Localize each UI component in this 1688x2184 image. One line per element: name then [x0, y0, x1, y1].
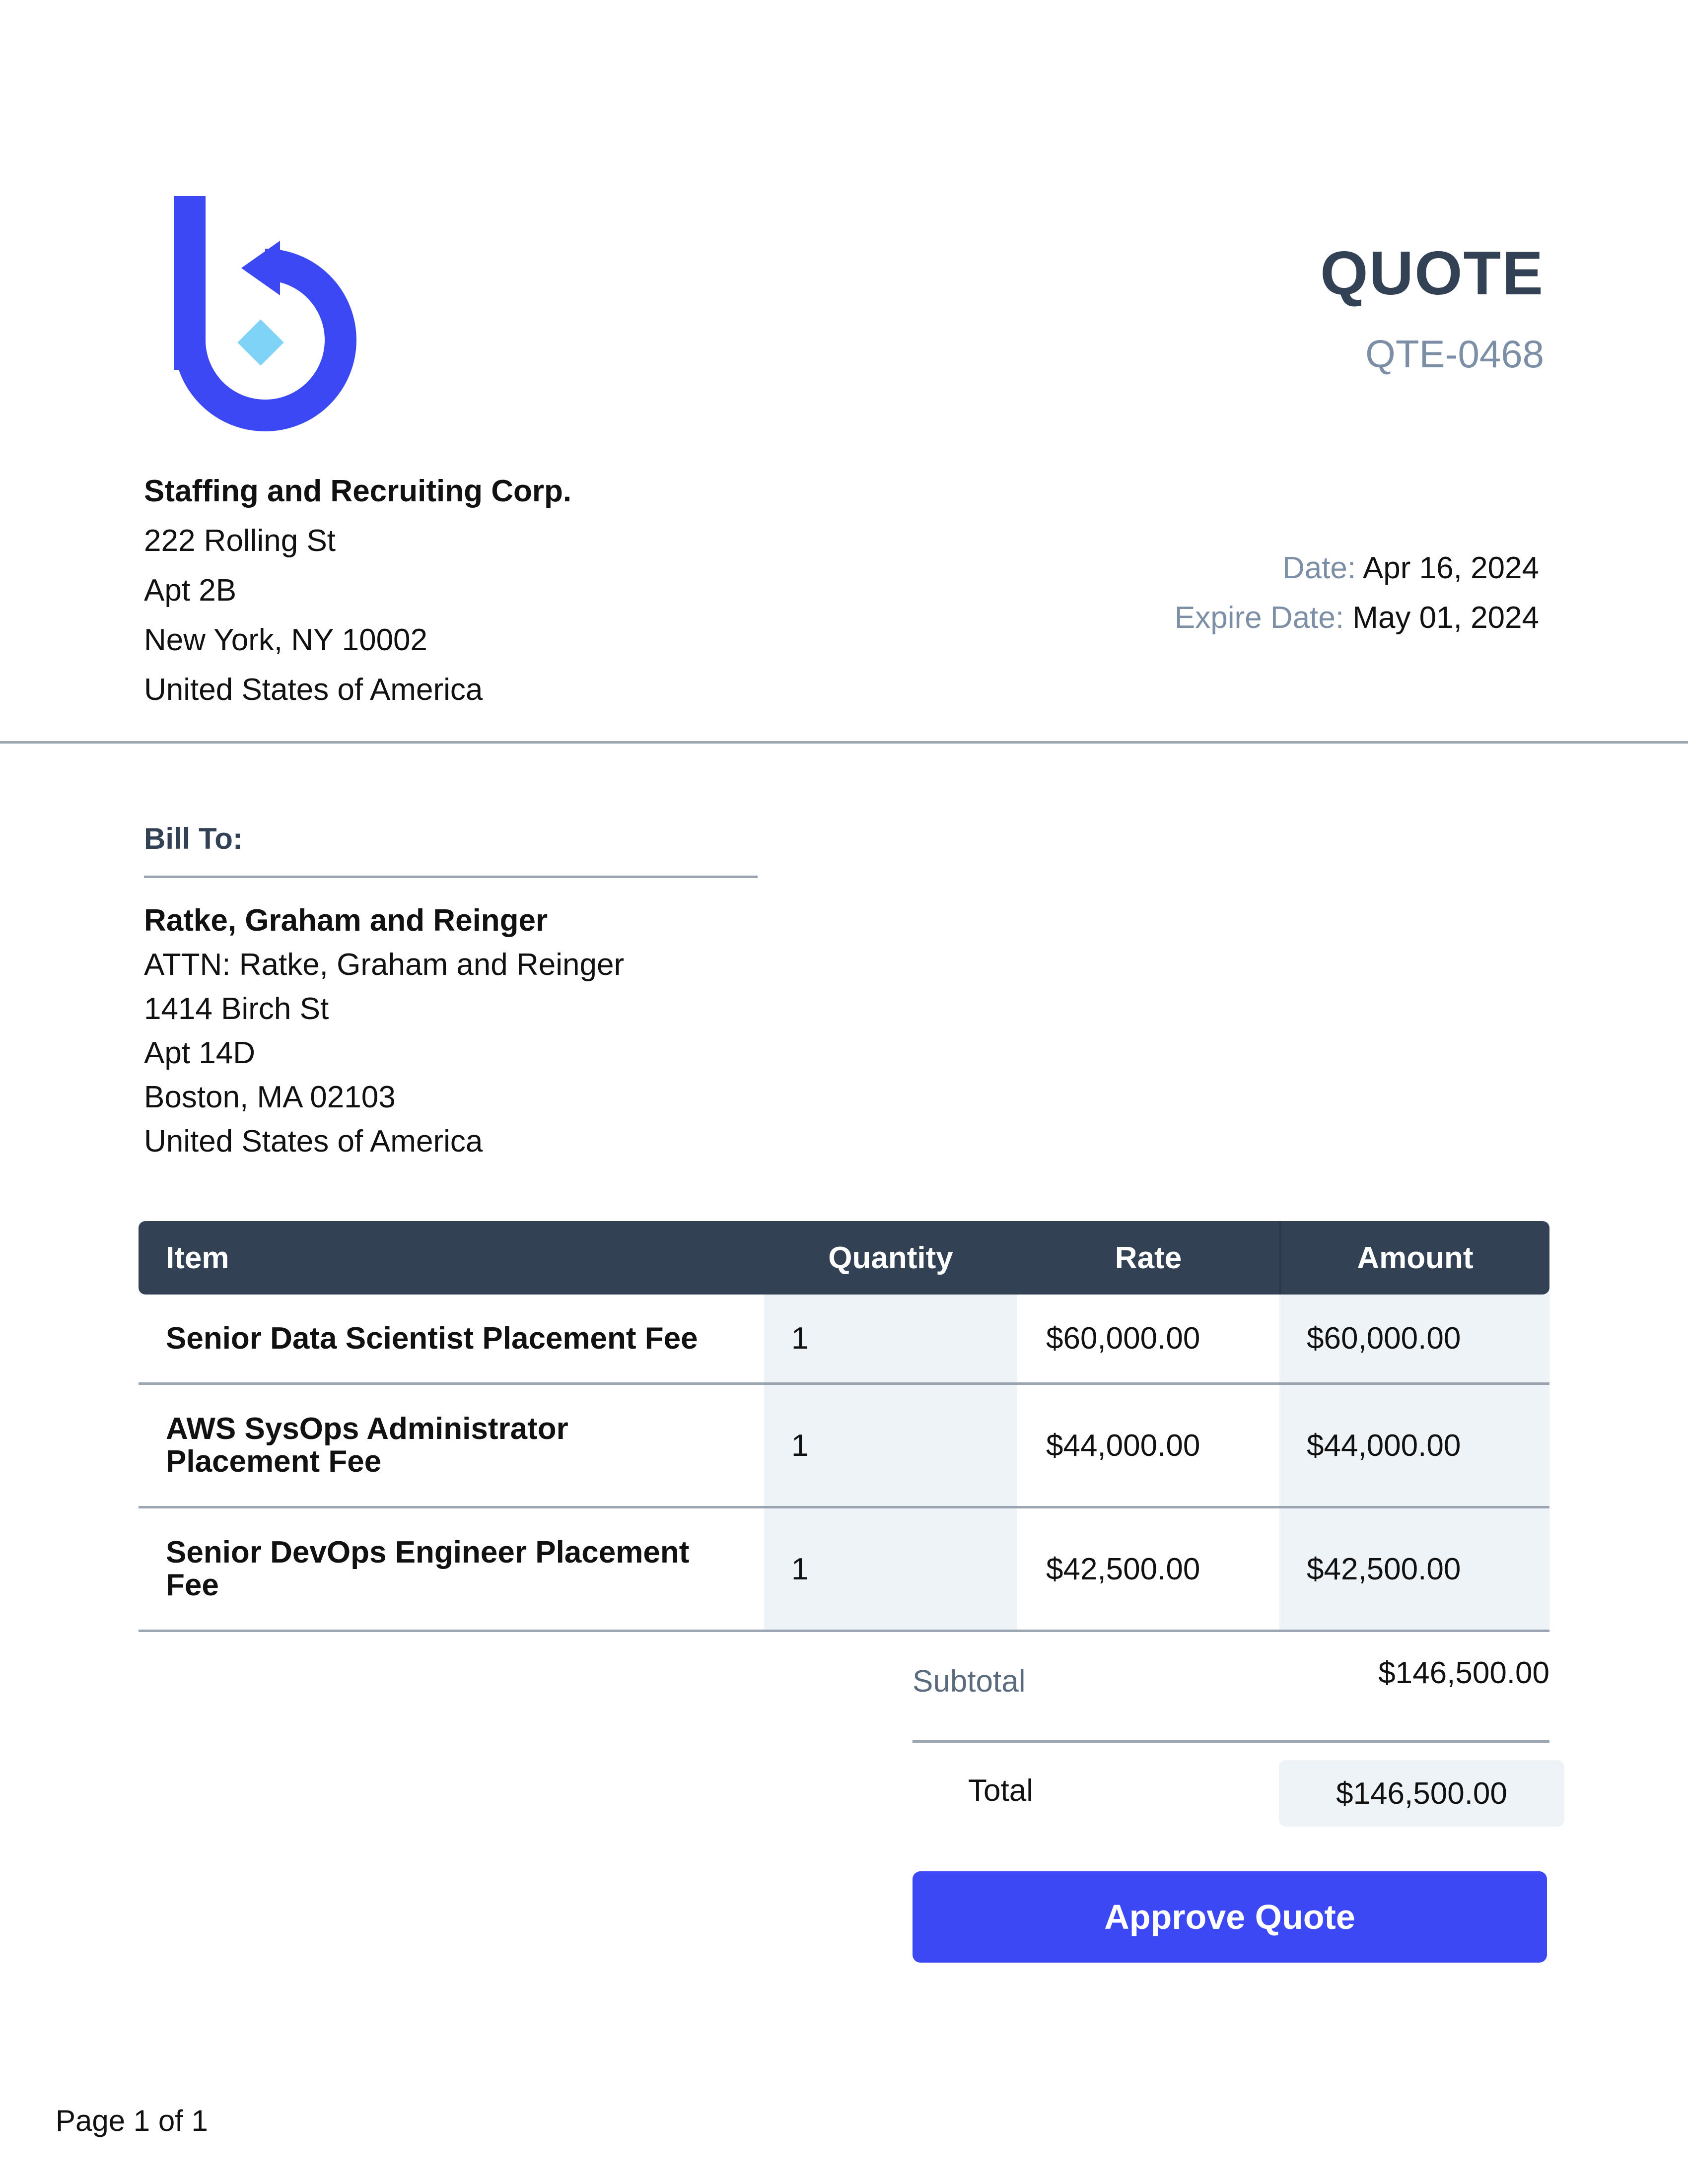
company-address-line1: 222 Rolling St [144, 524, 336, 558]
quote-number: QTE-0468 [1365, 332, 1544, 376]
table-row [139, 1508, 1549, 1632]
subtotal-label: Subtotal [913, 1664, 1026, 1699]
row-amount: $60,000.00 [1279, 1295, 1549, 1382]
bill-to-name: Ratke, Graham and Reinger [144, 903, 548, 938]
date-value: Apr 16, 2024 [1362, 551, 1539, 585]
header-quantity: Quantity [828, 1240, 953, 1275]
company-city-line: New York, NY 10002 [144, 623, 428, 657]
bill-to-divider [144, 876, 758, 878]
company-country: United States of America [144, 673, 483, 707]
company-address [144, 467, 571, 715]
row-quantity: 1 [764, 1295, 1017, 1382]
bill-to-city-line: Boston, MA 02103 [144, 1080, 396, 1114]
header-rate: Rate [1115, 1240, 1182, 1275]
row-quantity: 1 [764, 1508, 1017, 1630]
totals-divider [913, 1740, 1549, 1743]
company-name: Staffing and Recruiting Corp. [144, 474, 572, 508]
approve-quote-button[interactable]: Approve Quote [913, 1871, 1547, 1963]
company-logo-icon [164, 196, 362, 449]
row-amount: $42,500.00 [1279, 1508, 1549, 1630]
row-rate: $44,000.00 [1046, 1428, 1200, 1463]
bill-to-address [144, 898, 624, 1163]
bill-to-address-line1: 1414 Birch St [144, 992, 329, 1026]
date-label: Date: [1282, 551, 1356, 585]
expire-date-label: Expire Date: [1174, 601, 1344, 635]
page-number: Page 1 of 1 [56, 2104, 208, 2137]
table-row [139, 1295, 1549, 1385]
bill-to-attn: ATTN: Ratke, Graham and Reinger [144, 948, 625, 982]
expire-date-value: May 01, 2024 [1352, 601, 1539, 635]
table-row [139, 1385, 1549, 1508]
table-header [139, 1221, 1549, 1295]
bill-to-label: Bill To: [144, 822, 243, 855]
row-rate: $42,500.00 [1046, 1552, 1200, 1586]
header-divider [0, 741, 1688, 744]
subtotal-value: $146,500.00 [1378, 1656, 1549, 1690]
row-quantity: 1 [764, 1385, 1017, 1506]
header-amount: Amount [1279, 1221, 1549, 1295]
row-item: Senior Data Scientist Placement Fee [166, 1321, 698, 1356]
expire-date-row [1175, 593, 1539, 643]
row-item: AWS SysOps Administrator Placement Fee [166, 1412, 568, 1479]
company-address-line2: Apt 2B [144, 573, 237, 608]
document-title: QUOTE [1320, 239, 1544, 308]
row-item: Senior DevOps Engineer Placement Fee [166, 1535, 690, 1602]
header-item: Item [166, 1240, 229, 1275]
bill-to-address-line2: Apt 14D [144, 1036, 256, 1070]
quote-dates [1175, 544, 1539, 643]
bill-to-country: United States of America [144, 1124, 483, 1159]
total-value: $146,500.00 [1279, 1760, 1564, 1827]
row-rate: $60,000.00 [1046, 1321, 1200, 1356]
row-amount: $44,000.00 [1279, 1385, 1549, 1506]
total-label: Total [968, 1774, 1033, 1808]
line-items-table [139, 1221, 1549, 1632]
date-row [1175, 544, 1539, 593]
